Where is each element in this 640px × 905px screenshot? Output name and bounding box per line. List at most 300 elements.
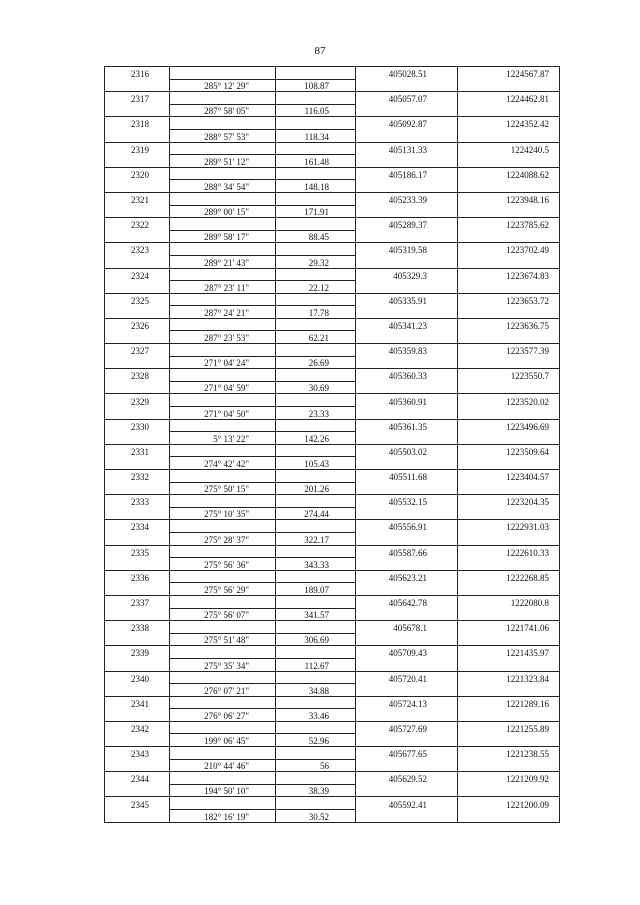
segment-row [105,709,560,722]
point-row [105,419,560,432]
point-number: 2322 [105,218,170,231]
y-coordinate: 1224352.42 [458,117,560,130]
segment-row [105,532,560,545]
segment-row [105,784,560,797]
segment-row [105,558,560,571]
x-coordinate: 405335.91 [356,293,458,306]
bearing-angle: 194° 50' 10" [170,784,276,797]
empty-cell [276,671,356,684]
empty-cell [356,810,458,823]
bearing-angle: 275° 56' 07" [170,608,276,621]
empty-cell [276,747,356,760]
empty-cell [105,558,170,571]
x-coordinate: 405057.07 [356,92,458,105]
point-number: 2320 [105,167,170,180]
empty-cell [356,482,458,495]
empty-cell [170,192,276,205]
empty-cell [276,243,356,256]
y-coordinate: 1223653.72 [458,293,560,306]
x-coordinate: 405592.41 [356,797,458,810]
bearing-angle: 271° 04' 24" [170,356,276,369]
bearing-angle: 275° 56' 29" [170,583,276,596]
point-row [105,92,560,105]
empty-cell [356,407,458,420]
point-number: 2328 [105,369,170,382]
segment-distance: 171.91 [276,205,356,218]
segment-distance: 343.33 [276,558,356,571]
empty-cell [105,356,170,369]
segment-row [105,104,560,117]
empty-cell [276,721,356,734]
x-coordinate: 405360.33 [356,369,458,382]
empty-cell [105,784,170,797]
empty-cell [105,507,170,520]
empty-cell [276,218,356,231]
empty-cell [105,432,170,445]
empty-cell [276,67,356,80]
point-number: 2317 [105,92,170,105]
segment-row [105,205,560,218]
y-coordinate: 1221200.09 [458,797,560,810]
empty-cell [105,205,170,218]
segment-distance: 56 [276,759,356,772]
point-row [105,696,560,709]
empty-cell [276,470,356,483]
empty-cell [170,495,276,508]
y-coordinate: 1222268.85 [458,570,560,583]
point-row [105,167,560,180]
empty-cell [276,797,356,810]
x-coordinate: 405511.68 [356,470,458,483]
empty-cell [105,255,170,268]
x-coordinate: 405623.21 [356,570,458,583]
x-coordinate: 405233.39 [356,192,458,205]
segment-row [105,608,560,621]
empty-cell [276,595,356,608]
y-coordinate: 1223204.35 [458,495,560,508]
empty-cell [170,344,276,357]
y-coordinate: 1223404.57 [458,470,560,483]
empty-cell [356,104,458,117]
x-coordinate: 405028.51 [356,67,458,80]
x-coordinate: 405532.15 [356,495,458,508]
segment-distance: 23.33 [276,407,356,420]
segment-row [105,356,560,369]
empty-cell [276,293,356,306]
segment-distance: 189.07 [276,583,356,596]
y-coordinate: 1222610.33 [458,545,560,558]
empty-cell [458,407,560,420]
empty-cell [356,684,458,697]
empty-cell [170,117,276,130]
point-row [105,495,560,508]
empty-cell [105,79,170,92]
segment-row [105,583,560,596]
segment-distance: 88.45 [276,230,356,243]
empty-cell [105,633,170,646]
y-coordinate: 1223509.64 [458,444,560,457]
empty-cell [105,734,170,747]
point-number: 2324 [105,268,170,281]
segment-distance: 306.69 [276,633,356,646]
empty-cell [458,331,560,344]
segment-row [105,230,560,243]
point-number: 2319 [105,142,170,155]
empty-cell [105,583,170,596]
segment-row [105,255,560,268]
point-number: 2316 [105,67,170,80]
segment-row [105,331,560,344]
empty-cell [356,331,458,344]
point-row [105,470,560,483]
empty-cell [458,734,560,747]
empty-cell [170,797,276,810]
empty-cell [458,784,560,797]
empty-cell [105,532,170,545]
x-coordinate: 405709.43 [356,646,458,659]
coordinate-table [104,66,560,823]
empty-cell [458,709,560,722]
empty-cell [356,558,458,571]
empty-cell [170,293,276,306]
empty-cell [276,646,356,659]
segment-distance: 33.46 [276,709,356,722]
empty-cell [276,495,356,508]
segment-distance: 274.44 [276,507,356,520]
y-coordinate: 1222931.03 [458,520,560,533]
x-coordinate: 405186.17 [356,167,458,180]
segment-distance: 29.32 [276,255,356,268]
empty-cell [105,155,170,168]
x-coordinate: 405319.58 [356,243,458,256]
empty-cell [170,67,276,80]
empty-cell [458,432,560,445]
point-row [105,318,560,331]
point-number: 2327 [105,344,170,357]
segment-distance: 17.78 [276,306,356,319]
point-row [105,268,560,281]
segment-row [105,407,560,420]
empty-cell [356,583,458,596]
segment-row [105,684,560,697]
segment-distance: 30.69 [276,381,356,394]
empty-cell [356,356,458,369]
segment-distance: 108.87 [276,79,356,92]
empty-cell [105,482,170,495]
y-coordinate: 1224567.87 [458,67,560,80]
point-number: 2332 [105,470,170,483]
point-row [105,671,560,684]
point-row [105,243,560,256]
point-number: 2341 [105,696,170,709]
segment-distance: 105.43 [276,457,356,470]
empty-cell [276,318,356,331]
bearing-angle: 289° 58' 17" [170,230,276,243]
empty-cell [276,117,356,130]
empty-cell [170,369,276,382]
empty-cell [458,507,560,520]
segment-distance: 142.26 [276,432,356,445]
x-coordinate: 405629.52 [356,772,458,785]
empty-cell [105,684,170,697]
y-coordinate: 1222080.8 [458,595,560,608]
empty-cell [458,532,560,545]
empty-cell [276,369,356,382]
y-coordinate: 1224462.81 [458,92,560,105]
empty-cell [105,381,170,394]
empty-cell [105,104,170,117]
segment-row [105,381,560,394]
empty-cell [105,759,170,772]
bearing-angle: 285° 12' 29" [170,79,276,92]
empty-cell [105,281,170,294]
point-number: 2331 [105,444,170,457]
empty-cell [105,180,170,193]
point-row [105,520,560,533]
empty-cell [458,482,560,495]
empty-cell [356,255,458,268]
bearing-angle: 199° 06' 45" [170,734,276,747]
x-coordinate: 405359.83 [356,344,458,357]
empty-cell [105,230,170,243]
segment-row [105,759,560,772]
bearing-angle: 275° 35' 34" [170,658,276,671]
y-coordinate: 1223550.7 [458,369,560,382]
empty-cell [170,92,276,105]
segment-row [105,180,560,193]
empty-cell [105,129,170,142]
x-coordinate: 405677.65 [356,747,458,760]
point-row [105,797,560,810]
empty-cell [356,633,458,646]
bearing-angle: 271° 04' 59" [170,381,276,394]
empty-cell [356,155,458,168]
point-row [105,117,560,130]
empty-cell [458,79,560,92]
bearing-angle: 289° 51' 12" [170,155,276,168]
point-number: 2330 [105,419,170,432]
empty-cell [170,696,276,709]
empty-cell [458,608,560,621]
empty-cell [276,142,356,155]
empty-cell [276,520,356,533]
empty-cell [170,671,276,684]
empty-cell [356,205,458,218]
y-coordinate: 1221238.55 [458,747,560,760]
empty-cell [276,545,356,558]
empty-cell [276,192,356,205]
point-number: 2318 [105,117,170,130]
point-number: 2340 [105,671,170,684]
empty-cell [356,784,458,797]
point-row [105,772,560,785]
empty-cell [170,470,276,483]
empty-cell [356,507,458,520]
y-coordinate: 1224088.62 [458,167,560,180]
empty-cell [170,142,276,155]
bearing-angle: 288° 34' 54" [170,180,276,193]
bearing-angle: 275° 10' 35" [170,507,276,520]
y-coordinate: 1223496.69 [458,419,560,432]
point-number: 2337 [105,595,170,608]
x-coordinate: 405642.78 [356,595,458,608]
empty-cell [170,394,276,407]
x-coordinate: 405678.1 [356,621,458,634]
empty-cell [356,306,458,319]
empty-cell [356,759,458,772]
point-row [105,142,560,155]
point-row [105,646,560,659]
empty-cell [356,180,458,193]
y-coordinate: 1223577.39 [458,344,560,357]
empty-cell [458,129,560,142]
bearing-angle: 287° 23' 11" [170,281,276,294]
segment-distance: 116.05 [276,104,356,117]
point-number: 2343 [105,747,170,760]
empty-cell [105,810,170,823]
point-number: 2323 [105,243,170,256]
empty-cell [170,318,276,331]
empty-cell [170,621,276,634]
empty-cell [276,621,356,634]
empty-cell [276,419,356,432]
segment-distance: 22.12 [276,281,356,294]
point-row [105,545,560,558]
point-number: 2344 [105,772,170,785]
bearing-angle: 275° 51' 48" [170,633,276,646]
y-coordinate: 1223520.02 [458,394,560,407]
point-number: 2342 [105,721,170,734]
point-number: 2345 [105,797,170,810]
empty-cell [356,658,458,671]
bearing-angle: 271° 04' 50" [170,407,276,420]
segment-distance: 38.39 [276,784,356,797]
y-coordinate: 1221435.97 [458,646,560,659]
point-row [105,595,560,608]
empty-cell [458,155,560,168]
empty-cell [458,356,560,369]
empty-cell [276,772,356,785]
segment-row [105,507,560,520]
empty-cell [356,608,458,621]
segment-distance: 30.52 [276,810,356,823]
empty-cell [356,709,458,722]
empty-cell [458,558,560,571]
point-row [105,721,560,734]
bearing-angle: 5° 13' 22" [170,432,276,445]
empty-cell [105,306,170,319]
segment-row [105,281,560,294]
segment-row [105,79,560,92]
bearing-angle: 275° 28' 37" [170,532,276,545]
bearing-angle: 287° 58' 05" [170,104,276,117]
point-row [105,67,560,80]
y-coordinate: 1223702.49 [458,243,560,256]
bearing-angle: 276° 06' 27" [170,709,276,722]
empty-cell [276,92,356,105]
bearing-angle: 287° 23' 53" [170,331,276,344]
y-coordinate: 1221289.16 [458,696,560,709]
segment-row [105,306,560,319]
table-body [105,67,560,823]
empty-cell [356,129,458,142]
segment-distance: 341.57 [276,608,356,621]
bearing-angle: 289° 21' 43" [170,255,276,268]
point-row [105,444,560,457]
empty-cell [170,218,276,231]
bearing-angle: 287° 24' 21" [170,306,276,319]
empty-cell [458,205,560,218]
y-coordinate: 1223948.16 [458,192,560,205]
empty-cell [356,457,458,470]
empty-cell [170,419,276,432]
segment-row [105,457,560,470]
empty-cell [458,759,560,772]
empty-cell [170,721,276,734]
empty-cell [276,570,356,583]
empty-cell [356,230,458,243]
segment-row [105,810,560,823]
y-coordinate: 1221209.92 [458,772,560,785]
point-number: 2325 [105,293,170,306]
empty-cell [276,268,356,281]
point-number: 2334 [105,520,170,533]
x-coordinate: 405720.41 [356,671,458,684]
bearing-angle: 274° 42' 42" [170,457,276,470]
empty-cell [170,747,276,760]
y-coordinate: 1221255.89 [458,721,560,734]
empty-cell [356,281,458,294]
segment-row [105,633,560,646]
x-coordinate: 405503.02 [356,444,458,457]
empty-cell [458,658,560,671]
empty-cell [170,444,276,457]
empty-cell [458,104,560,117]
bearing-angle: 276° 07' 21" [170,684,276,697]
empty-cell [105,331,170,344]
empty-cell [105,407,170,420]
empty-cell [458,583,560,596]
empty-cell [356,532,458,545]
empty-cell [276,696,356,709]
segment-row [105,658,560,671]
bearing-angle: 289° 00' 15" [170,205,276,218]
segment-distance: 112.67 [276,658,356,671]
y-coordinate: 1223636.75 [458,318,560,331]
point-row [105,621,560,634]
point-row [105,293,560,306]
segment-distance: 26.69 [276,356,356,369]
empty-cell [105,658,170,671]
empty-cell [276,394,356,407]
x-coordinate: 405289.37 [356,218,458,231]
empty-cell [356,432,458,445]
empty-cell [170,595,276,608]
empty-cell [458,255,560,268]
point-number: 2335 [105,545,170,558]
empty-cell [356,734,458,747]
point-number: 2338 [105,621,170,634]
x-coordinate: 405556.91 [356,520,458,533]
segment-row [105,155,560,168]
x-coordinate: 405727.69 [356,721,458,734]
point-row [105,218,560,231]
x-coordinate: 405131.33 [356,142,458,155]
empty-cell [356,381,458,394]
bearing-angle: 275° 50' 15" [170,482,276,495]
x-coordinate: 405724.13 [356,696,458,709]
bearing-angle: 275° 56' 36" [170,558,276,571]
